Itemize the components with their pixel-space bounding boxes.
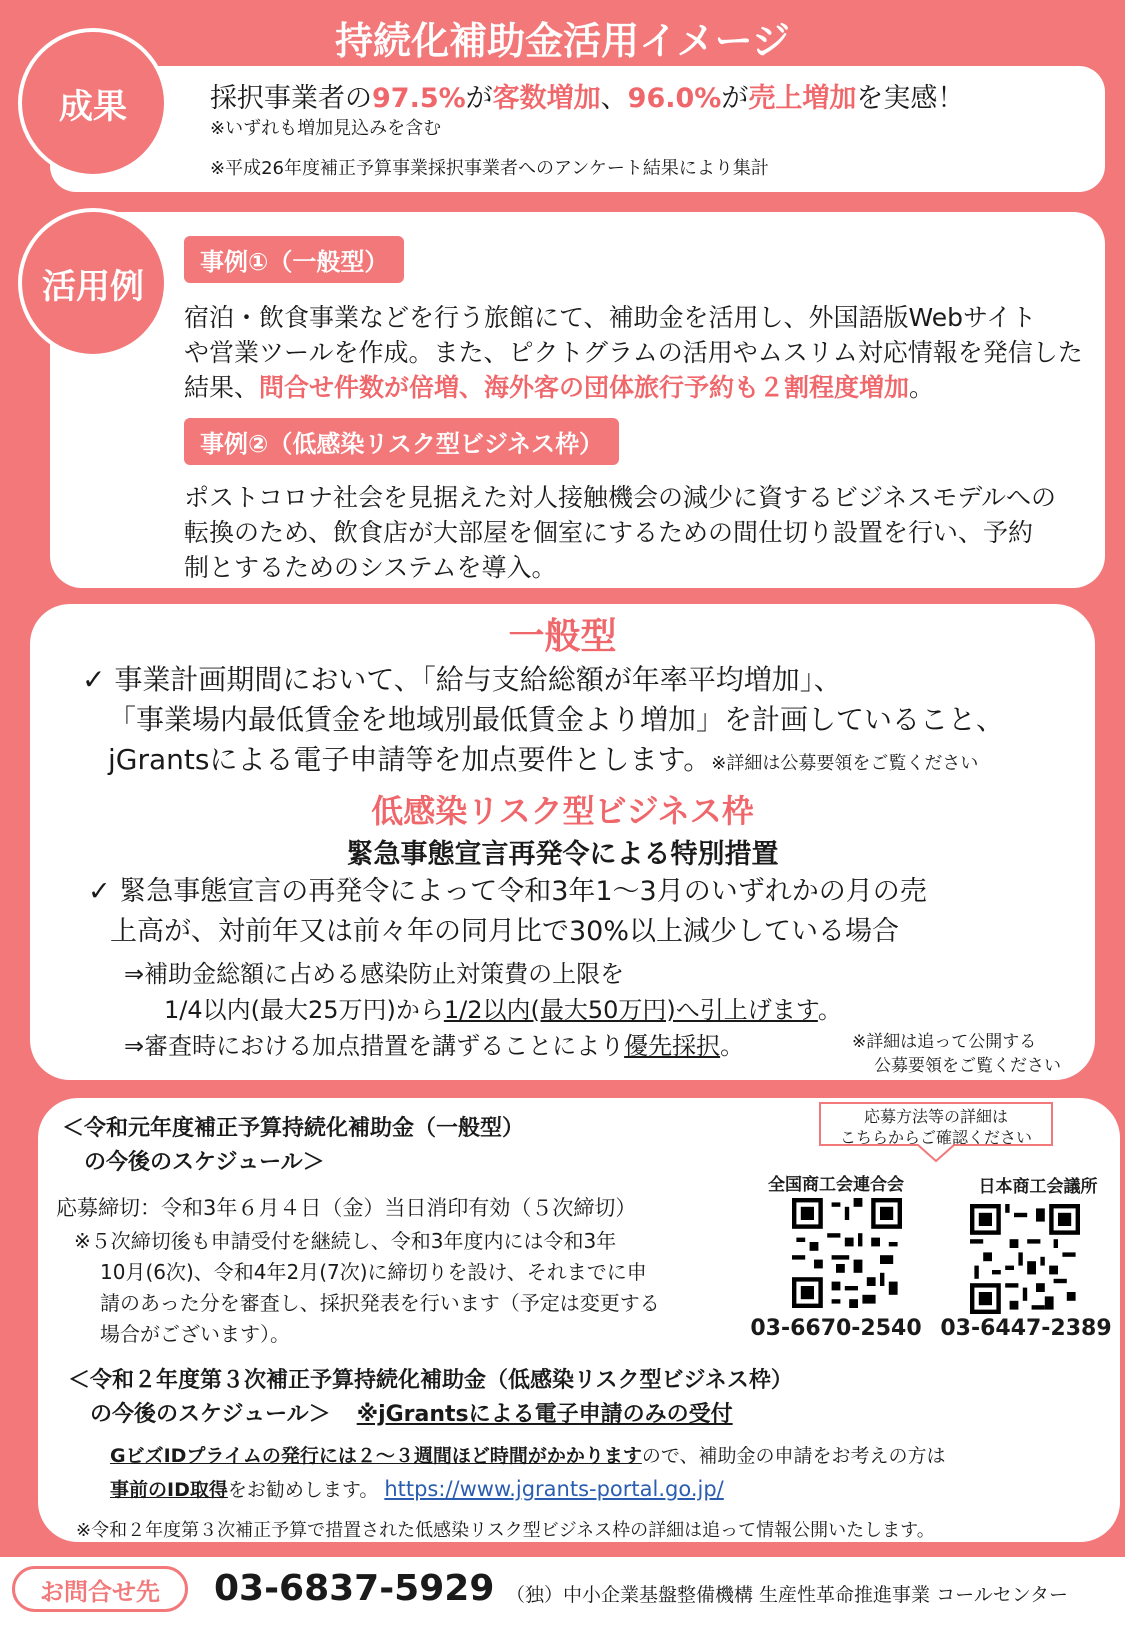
results-badge: 成果 [18,28,168,178]
org2-label: 日本商工会議所 [978,1177,1098,1197]
page-title: 持続化補助金活用イメージ [335,19,790,63]
contact-org: （独）中小企業基盤整備機構 生産性革命推進事業 コールセンター [506,1584,1068,1606]
lowrisk-text: ✓ 緊急事態宣言の再発令によって令和3年1～3月のいずれかの月の売 上高が、対前年又は前々年の同月比で30%以上減少している場合 [88,876,927,947]
schedule1-deadline: 応募締切：令和3年６月４日（金）当日消印有効（５次締切） [56,1196,637,1220]
case2-tag: 事例②（低感染リスク型ビジネス枠） [184,418,619,465]
contact-phone[interactable]: 03-6837-5929 [214,1568,495,1609]
lowrisk-heading: 低感染リスク型ビジネス枠 [371,792,754,830]
schedule2-heading: ＜令和２年度第３次補正予算持続化補助金（低感染リスク型ビジネス枠） の今後のスケジュール＞ ※jGrantsによる電子申請のみの受付 [68,1368,793,1427]
lowrisk-detail: ⇒補助金総額に占める感染防止対策費の上限を 1/4以内(最大25万円)から1/2以内(最大50万円)へ引上げます。 ⇒審査時における加点措置を講ずることにより優先採択。 [124,960,842,1060]
callout-text: 応募方法等の詳細は こちらからご確認ください [839,1107,1032,1147]
lowrisk-note: ※詳細は追って公開する 公募要領をご覧ください [852,1032,1061,1076]
case1-tag: 事例①（一般型） [184,236,404,283]
results-note-2: ※平成26年度補正予算事業採択事業者へのアンケート結果により集計 [210,158,769,179]
lowrisk-subheading: 緊急事態宣言再発令による特別措置 [346,839,779,870]
contact-label: お問合せ先 [12,1566,188,1612]
qr-code-shokokai[interactable] [792,1198,902,1308]
case2-text: ポストコロナ社会を見据えた対人接触機会の減少に資するビジネスモデルへの 転換のため、飲食店が大部屋を個室にするための間仕切り設置を行い、予約 制とするためのシステムを導入。 [184,483,1057,582]
case1-text: 宿泊・飲食事業などを行う旅館にて、補助金を活用し、外国語版Webサイト や営業ツールを作成。また、ピクトグラムの活用やムスリム対応情報を発信した 結果、問合せ件数が倍増、海外客の団体旅行予約も２割程度増加。 [184,303,1083,402]
results-headline: 採択事業者の97.5%が客数増加、96.0%が売上増加を実感！ [210,83,965,114]
examples-badge: 活用例 [18,208,168,358]
phone-jcci[interactable]: 03-6447-2389 [940,1316,1112,1341]
general-heading: 一般型 [508,616,617,657]
schedule1-heading: ＜令和元年度補正予算持続化補助金（一般型） の今後のスケジュール＞ [62,1116,525,1175]
schedule-footnote: ※令和２年度第３次補正予算で措置された低感染リスク型ビジネス枠の詳細は追って情報公開いたします。 [76,1520,935,1541]
qr-code-jcci[interactable] [970,1204,1080,1314]
phone-shokokai[interactable]: 03-6670-2540 [750,1316,922,1341]
schedule1-notes: ※５次締切後も申請受付を継続し、令和3年度内には令和3年 10月(6次)、令和4年2月(7次)に締切りを設け、それまでに申 請のあった分を審査し、採択発表を行います（予定は変更する 場合がございます）。 [74,1229,660,1346]
org1-label: 全国商工会連合会 [768,1175,904,1195]
results-note-1: ※いずれも増加見込みを含む [210,118,442,139]
jgrants-link[interactable]: https://www.jgrants-portal.go.jp/ [384,1477,724,1501]
gbiz-text: GビズIDプライムの発行には２～３週間ほど時間がかかりますので、補助金の申請をお考えの方は 事前のID取得をお勧めします。 https://www.jgrants-portal.go.jp/ [110,1445,946,1501]
general-text: ✓ 事業計画期間において、「給与支給総額が年率平均増加」、 「事業場内最低賃金を地域別最低賃金より増加」を計画していること、 jGrantsによる電子申請等を加点要件とします。※詳細は公募要領をご覧ください [82,663,1005,776]
